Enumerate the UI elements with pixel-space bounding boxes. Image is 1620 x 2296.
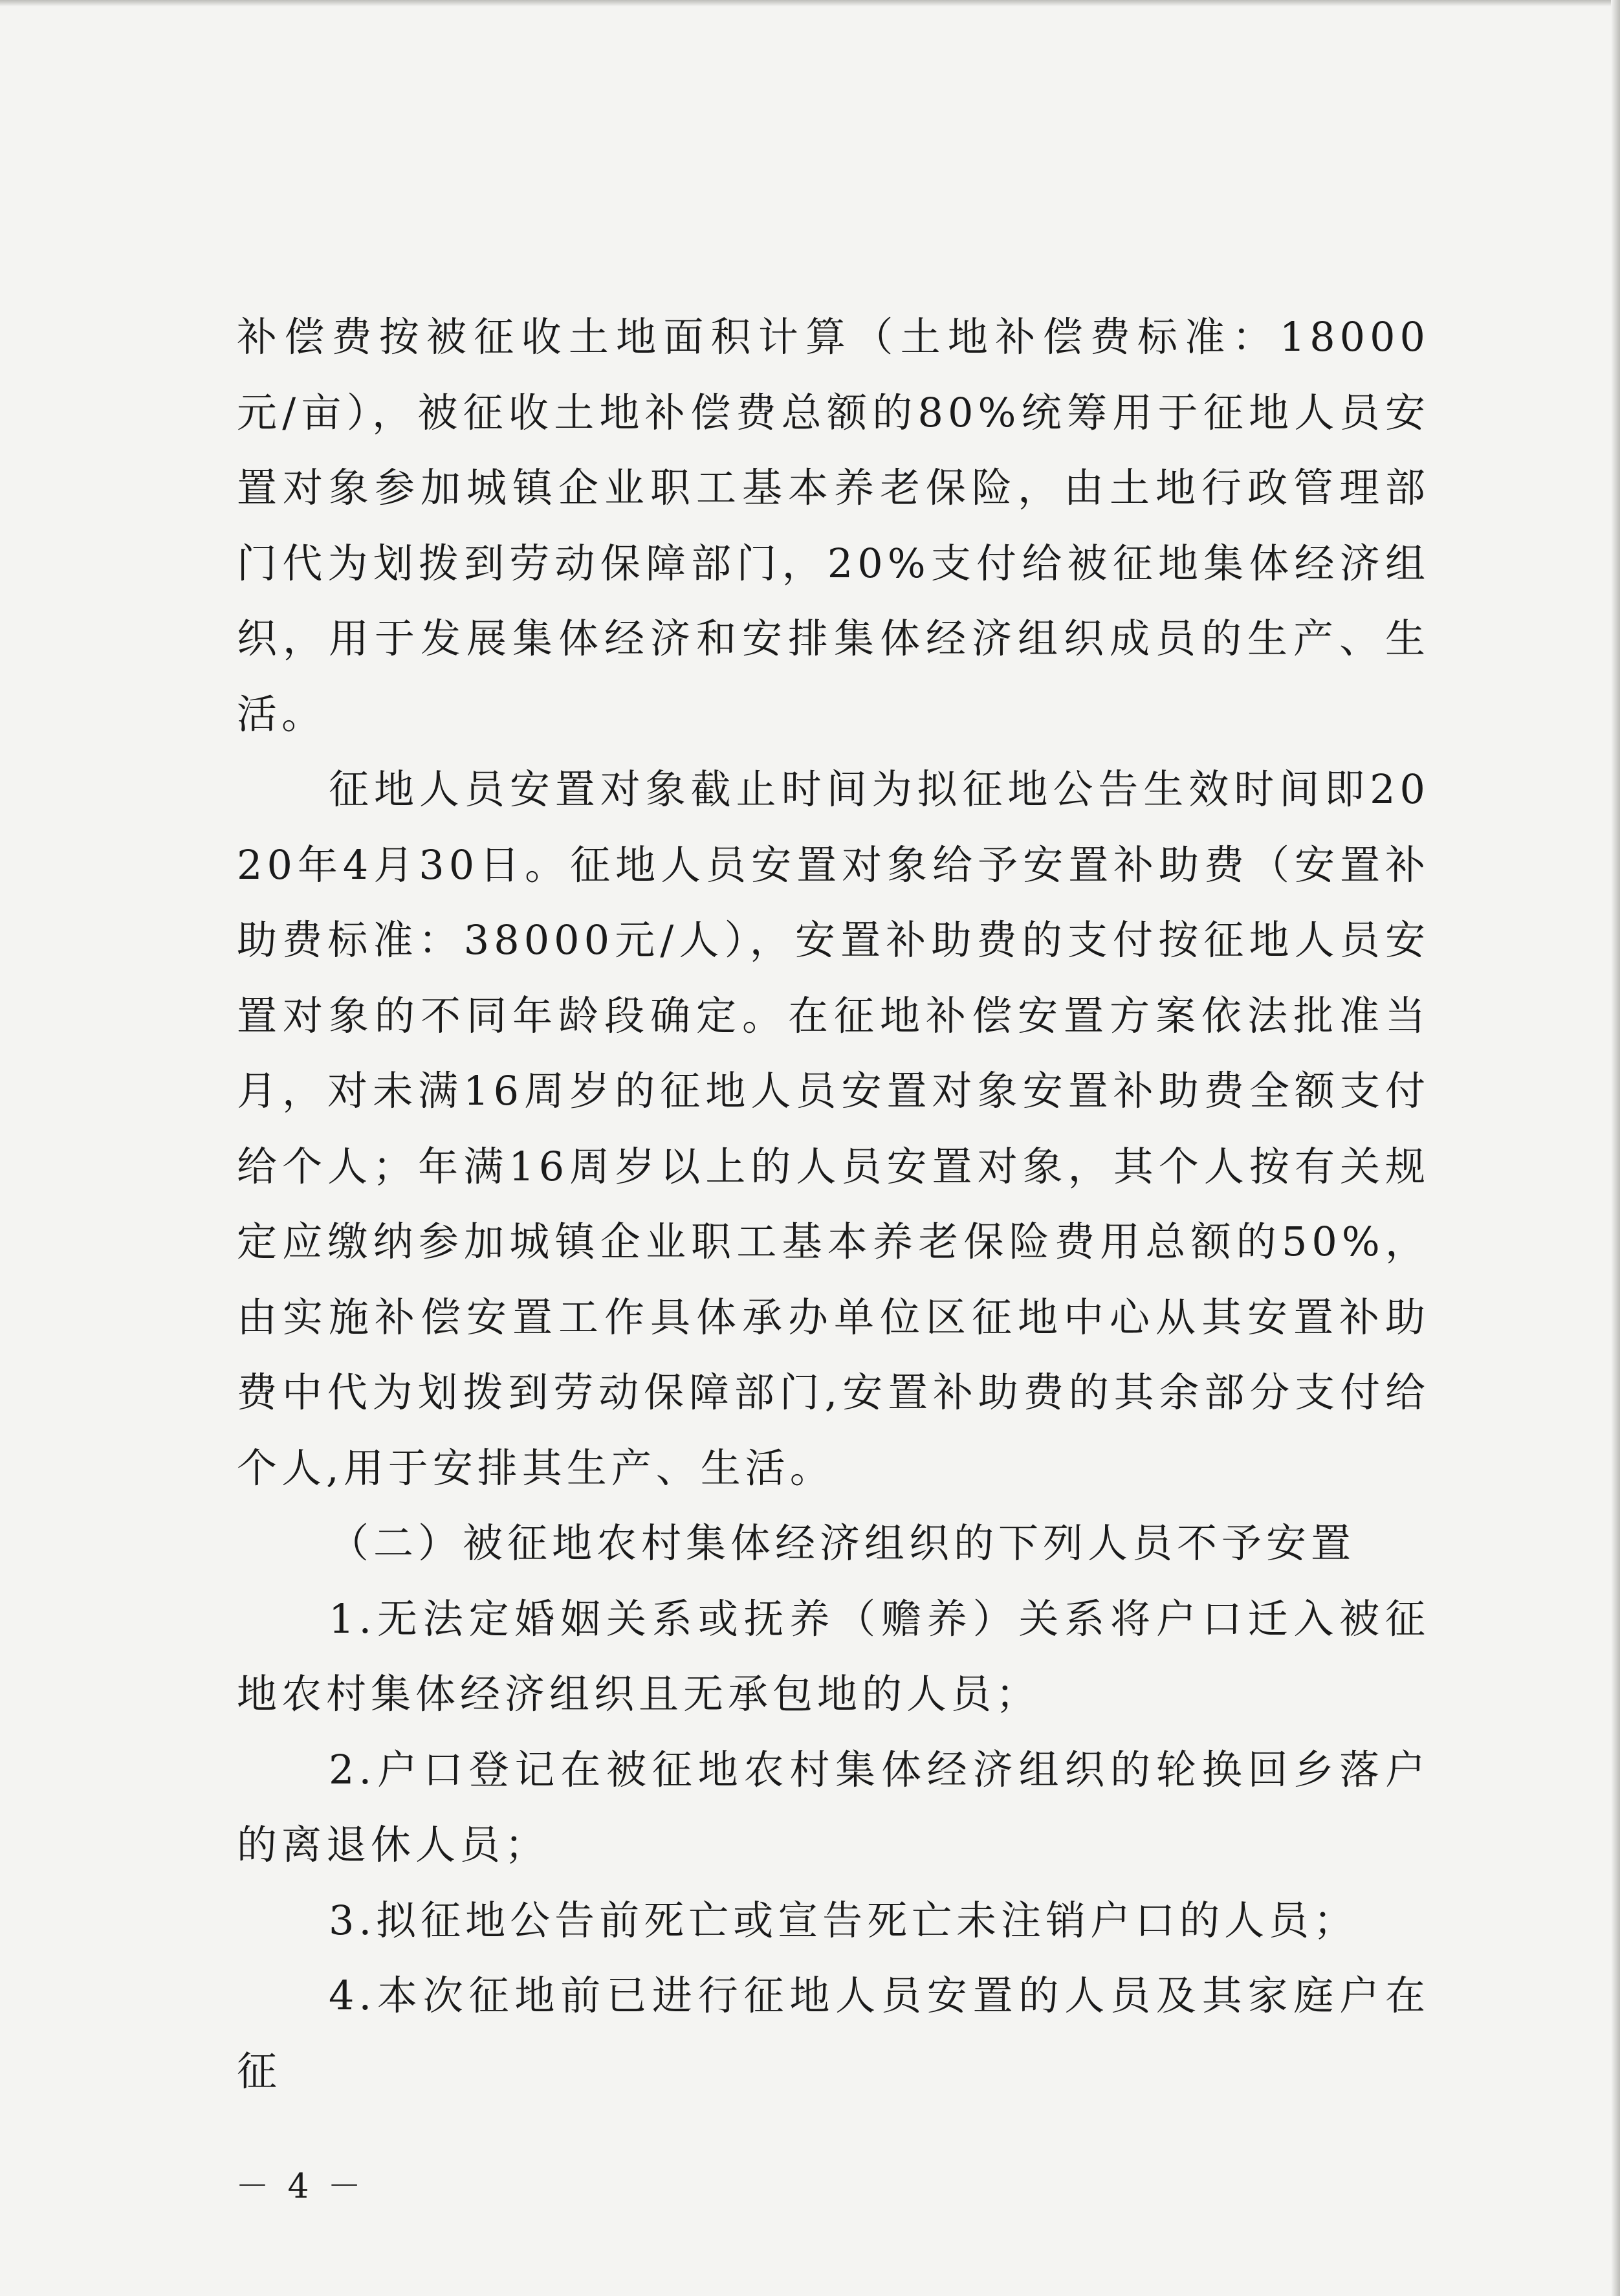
scan-right-shadow (1611, 0, 1620, 2296)
paragraph-resettlement-subsidy: 征地人员安置对象截止时间为拟征地公告生效时间即2020年4月30日。征地人员安置对象给予安置补助费（安置补助费标准：38000元/人），安置补助费的支付按征地人员安置对象的不同年龄段确定。在征地补偿安置方案依法批准当月，对未满16周岁的征地人员安置对象安置补助费全额支付给个人；年满16周岁以上的人员安置对象，其个人按有关规定应缴纳参加城镇企业职工基本养老保险费用总额的50%，由实施补偿安置工作具体承办单位区征地中心从其安置补助费中代为划拨到劳动保障部门,安置补助费的其余部分支付给个人,用于安排其生产、生活。 (237, 766, 1430, 1492)
section-heading-not-resettled: （二）被征地农村集体经济组织的下列人员不予安置 (329, 1519, 1356, 1567)
scan-top-shadow (0, 0, 1620, 6)
page-number: － 4 － (235, 2167, 366, 2206)
paragraph-compensation-continued: 补偿费按被征收土地面积计算（土地补偿费标准：18000元/亩），被征收土地补偿费总额的80%统筹用于征地人员安置对象参加城镇企业职工基本养老保险，由土地行政管理部门代为划拨到劳动保障部门，20%支付给被征地集体经济组织，用于发展集体经济和安排集体经济组织成员的生产、生活。 (237, 313, 1430, 738)
document-body (237, 300, 1430, 2109)
list-item-1: 1.无法定婚姻关系或抚养（赡养）关系将户口迁入被征地农村集体经济组织且无承包地的人员； (237, 1595, 1430, 1717)
list-item-3: 3.拟征地公告前死亡或宣告死亡未注销户口的人员； (329, 1896, 1359, 1944)
list-item-2: 2.户口登记在被征地农村集体经济组织的轮换回乡落户的离退休人员； (237, 1745, 1430, 1868)
list-item-4: 4.本次征地前已进行征地人员安置的人员及其家庭户在征 (237, 1972, 1430, 2095)
